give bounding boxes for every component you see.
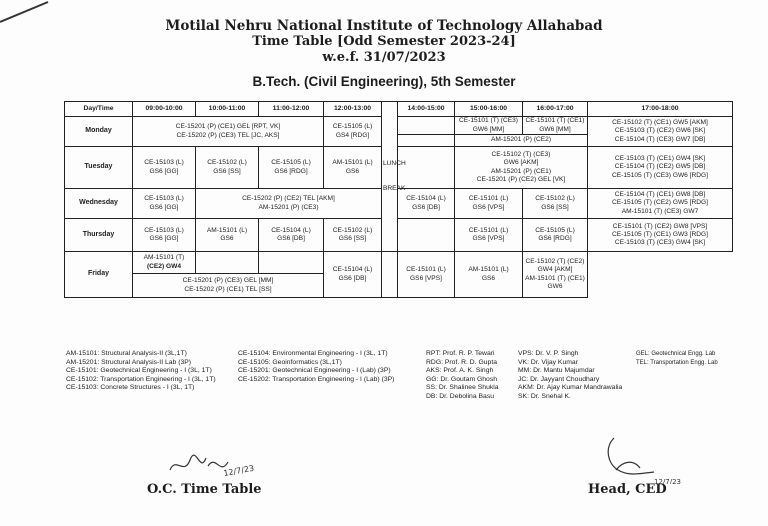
class-line: AM-15101 (L) (332, 159, 373, 167)
legend-item: GG: Dr. Goutam Ghosh (426, 375, 498, 383)
class-line: CE-15104 (T) (CE2) GW5 [DB] (614, 163, 706, 171)
class-line: CE-15103 (T) (CE1) GW4 [SK] (614, 155, 706, 163)
slot-header: 12:00-13:00 (324, 102, 382, 117)
legend-item: CE-15201: Geotechnical Engineering - I (Lab) (3P) (238, 367, 391, 375)
legend-item: TEL: Transportation Engg. Lab (636, 359, 718, 366)
class-line: GS6 [VPS] (472, 235, 505, 242)
class-cell (133, 252, 196, 274)
legend-item: JC: Dr. Jayyant Choudhary (518, 375, 600, 383)
class-cell (523, 117, 588, 135)
class-line: GS6 [RDG] (274, 167, 308, 175)
class-line: CE-15103 (L) (144, 195, 184, 203)
class-line: GS6 (481, 274, 496, 282)
signature-left (166, 446, 256, 482)
class-line: AM-15101 (L) (206, 226, 248, 234)
class-cell (523, 252, 588, 298)
slot-header: 14:00-15:00 (398, 102, 455, 117)
class-cell (455, 117, 523, 135)
class-line: CE-15104 (L) (271, 226, 311, 234)
class-line: CE-15103 (T) (CE2) GW6 [SK] (614, 127, 706, 135)
faculty-legend-b (518, 350, 622, 402)
class-line: CE-15101 (T) (CE1) (525, 117, 585, 125)
legend-item: SS: Dr. Shalinee Shukla (426, 384, 499, 392)
legend-item: RPT: Prof. R. P. Tewari (426, 350, 495, 357)
class-line: GS6 [DB] (277, 235, 305, 242)
class-line: CE-15202 (P) (CE3) TEL [JC, AKS] (176, 131, 280, 139)
class-cell (196, 147, 259, 189)
class-cell (523, 219, 588, 252)
class-line: CE-15201 (P) (CE3) GEL [MM] (182, 277, 274, 285)
class-line: CE-15102 (L) (535, 195, 575, 203)
header-row (65, 102, 733, 117)
signature-left-date: 12/7/23 (222, 463, 255, 478)
monday-row-a (65, 117, 733, 135)
class-line: CE-15105 (T) (CE3) GW6 [RDG] (612, 171, 708, 179)
class-cell (133, 219, 196, 252)
class-line: CE-15101 (L) (468, 226, 509, 234)
signature-right-date: 12/7/23 (654, 478, 681, 484)
class-line: CE-15105 (T) (CE2) GW5 [RDG] (612, 199, 708, 207)
class-cell (324, 252, 382, 298)
class-line: GS6 [VPS] (410, 274, 442, 282)
class-line: AM-15101 (T) (143, 254, 185, 262)
institute-name: Motilal Nehru National Institute of Technology Allahabad (165, 18, 603, 34)
day-wednesday: Wednesday (65, 189, 133, 219)
empty-cell (196, 252, 259, 274)
faculty-legend-a (426, 350, 499, 402)
class-line: GS6 [SS] (541, 203, 569, 211)
class-cell (398, 189, 455, 219)
class-cell (588, 147, 733, 189)
empty-cell (382, 252, 398, 298)
program-title: B.Tech. (Civil Engineering), 5th Semester (252, 74, 516, 89)
class-line: GS6 (345, 167, 360, 175)
class-cell (588, 117, 733, 147)
class-line: GS6 (220, 235, 234, 242)
day-monday: Monday (65, 117, 133, 147)
header-daytime: Day/Time (65, 102, 133, 117)
legend-item: CE-15104: Environmental Engineering - I (3L, 1T) (238, 350, 388, 357)
effective-date: w.e.f. 31/07/2023 (322, 50, 446, 65)
lab-legend (636, 350, 718, 367)
empty-cell (259, 252, 324, 274)
class-line: CE-15101 (T) (CE3) (459, 117, 518, 125)
timetable-grid (64, 101, 733, 298)
legend-item: AKS: Prof. A. K. Singh (426, 367, 494, 375)
class-line: CE-15102 (T) (CE1) GW5 [AKM] (612, 119, 708, 127)
class-cell (455, 147, 588, 189)
empty-cell (398, 147, 455, 189)
class-line: GS6 [DB] (412, 203, 440, 211)
signatory-oc-timetable: O.C. Time Table (147, 482, 262, 497)
class-line: CE-15103 (L) (144, 159, 184, 167)
lunch-break (382, 102, 406, 252)
timetable-title: Time Table [Odd Semester 2023-24] (252, 34, 516, 49)
class-line: AM-15101 (T) (CE1) GW6 (525, 274, 585, 290)
course-legend-a (66, 350, 216, 393)
legend-item: AM-15201: Structural Analysis-II Lab (3P) (66, 358, 192, 366)
legend-item: MM: Dr. Mantu Majumdar (518, 367, 595, 375)
class-line: CE-15105 (T) (CE1) GW3 [RDG] (612, 230, 708, 238)
class-line: CE-15202 (P) (CE2) TEL [AKM] (242, 195, 335, 203)
slot-header: 09:00-10:00 (133, 102, 196, 117)
empty-cell (398, 219, 455, 252)
break-label: BREAK (383, 184, 406, 192)
signatory-head-ced: Head, CED (588, 482, 667, 497)
lunch-label: LUNCH (383, 160, 406, 168)
class-cell (196, 189, 382, 219)
legend-item: GEL: Geotechnical Engg. Lab (636, 351, 716, 357)
class-line: GS6 [GG] (149, 203, 179, 211)
legend-item: DB: Dr. Debolina Basu (426, 392, 495, 400)
class-cell (259, 219, 324, 252)
class-line: AM-15201 (P) (CE3) (258, 203, 319, 211)
day-tuesday: Tuesday (65, 147, 133, 189)
class-cell (133, 147, 196, 189)
slot-header: 17:00-18:00 (588, 102, 733, 117)
class-cell (133, 189, 196, 219)
class-line: CE-15104 (L) (332, 266, 373, 274)
legend-item: RDG: Prof. R. D. Gupta (426, 358, 498, 366)
class-cell (588, 219, 733, 252)
class-line: CE-15103 (T) (CE3) GW4 [SK] (614, 239, 706, 247)
class-line: AM-15201 (P) (CE1) (490, 167, 552, 175)
legend-item: CE-15202: Transportation Engineering - I (Lab) (3P) (238, 375, 395, 383)
tuesday-row (65, 147, 733, 189)
class-cell (455, 219, 523, 252)
class-cell (523, 189, 588, 219)
class-line: GS6 [VPS] (472, 203, 505, 211)
class-line: GS6 [DB] (338, 274, 367, 282)
slot-header: 10:00-11:00 (196, 102, 259, 117)
class-cell (324, 147, 382, 189)
class-line: GW6 [AKM] (503, 159, 539, 167)
legend-item: CE-15105: Geoinformatics (3L,1T) (238, 358, 342, 366)
class-line: CE-15105 (L) (332, 123, 373, 131)
day-thursday: Thursday (65, 219, 133, 252)
class-cell: AM-15201 (P) (CE2) (455, 135, 588, 147)
empty-cell (398, 135, 455, 147)
class-line: GS6 [SS] (213, 167, 241, 175)
class-line: GW6 [MM] (539, 125, 571, 133)
class-cell (324, 117, 382, 147)
legend-item: VK: Dr. Vijay Kumar (518, 358, 578, 366)
friday-row-a (65, 252, 733, 274)
slot-header: 16:00-17:00 (523, 102, 588, 117)
class-line: GS6 [SS] (338, 235, 367, 242)
class-line: AM-15101 (T) (CE3) GW7 (621, 207, 699, 215)
legend-item: AM-15101: Structural Analysis-II (3L,1T) (66, 350, 187, 357)
class-cell (133, 117, 324, 147)
class-line: GS6 [RDG] (538, 235, 572, 242)
thursday-row (65, 219, 733, 252)
slot-header: 11:00-12:00 (259, 102, 324, 117)
class-line: GS6 [GG] (149, 235, 179, 242)
class-cell (588, 189, 733, 219)
legend-item: CE-15101: Geotechnical Engineering - I (3L, 1T) (66, 367, 212, 375)
class-line: CE-15201 (P) (CE2) GEL [VK] (476, 175, 566, 183)
class-cell (398, 252, 455, 298)
legend-item: CE-15103: Concrete Structures - I (3L, 1T) (66, 384, 195, 392)
class-line: CE-15104 (T) (CE1) GW8 [DB] (614, 191, 706, 199)
legend-item: SK: Dr. Snehal K. (518, 392, 571, 400)
class-cell (324, 219, 382, 252)
class-line: CE-15102 (L) (332, 226, 373, 234)
class-cell (259, 147, 324, 189)
class-line: GS6 [GG] (149, 167, 179, 175)
class-cell (455, 252, 523, 298)
class-line: CE-15103 (L) (144, 226, 184, 234)
legend-item: VPS: Dr. V. P. Singh (518, 350, 579, 357)
class-line: CE-15105 (L) (271, 159, 311, 167)
class-line: CE-15105 (L) (535, 226, 575, 234)
legend-item: CE-15102: Transportation Engineering - I (3L, 1T) (66, 375, 216, 383)
class-line: CE-15101 (L) (406, 266, 446, 274)
class-line: CE-15101 (L) (468, 195, 509, 203)
class-line: CE-15102 (L) (207, 159, 247, 167)
class-line: GW6 [MM] (472, 125, 505, 133)
day-friday: Friday (65, 252, 133, 298)
legend-item: AKM: Dr. Ajay Kumar Mandrawalia (518, 384, 623, 392)
class-cell (133, 274, 324, 298)
class-line: CE-15201 (P) (CE1) GEL [RPT, VK] (175, 123, 281, 131)
class-cell (196, 219, 259, 252)
class-cell (455, 189, 523, 219)
class-line: CE-15102 (T) (CE3) (491, 151, 551, 159)
class-line: GS4 [RDG] (335, 131, 370, 139)
class-line: (CE2) GW4 (146, 262, 182, 270)
empty-cell (398, 117, 455, 135)
wednesday-row (65, 189, 733, 219)
class-line: CE-15104 (T) (CE3) GW7 [DB] (614, 135, 706, 143)
course-legend-b (238, 350, 394, 384)
class-line: CE-15102 (T) (CE2) GW4 [AKM] (525, 258, 585, 274)
slot-header: 15:00-16:00 (455, 102, 523, 117)
signature-right (594, 434, 714, 484)
class-line: CE-15104 (L) (406, 195, 446, 203)
class-line: CE-15101 (T) (CE2) GW8 [VPS] (612, 222, 708, 230)
class-line: CE-15202 (P) (CE1) TEL [SS] (184, 285, 272, 293)
class-line: AM-15101 (L) (468, 266, 509, 274)
